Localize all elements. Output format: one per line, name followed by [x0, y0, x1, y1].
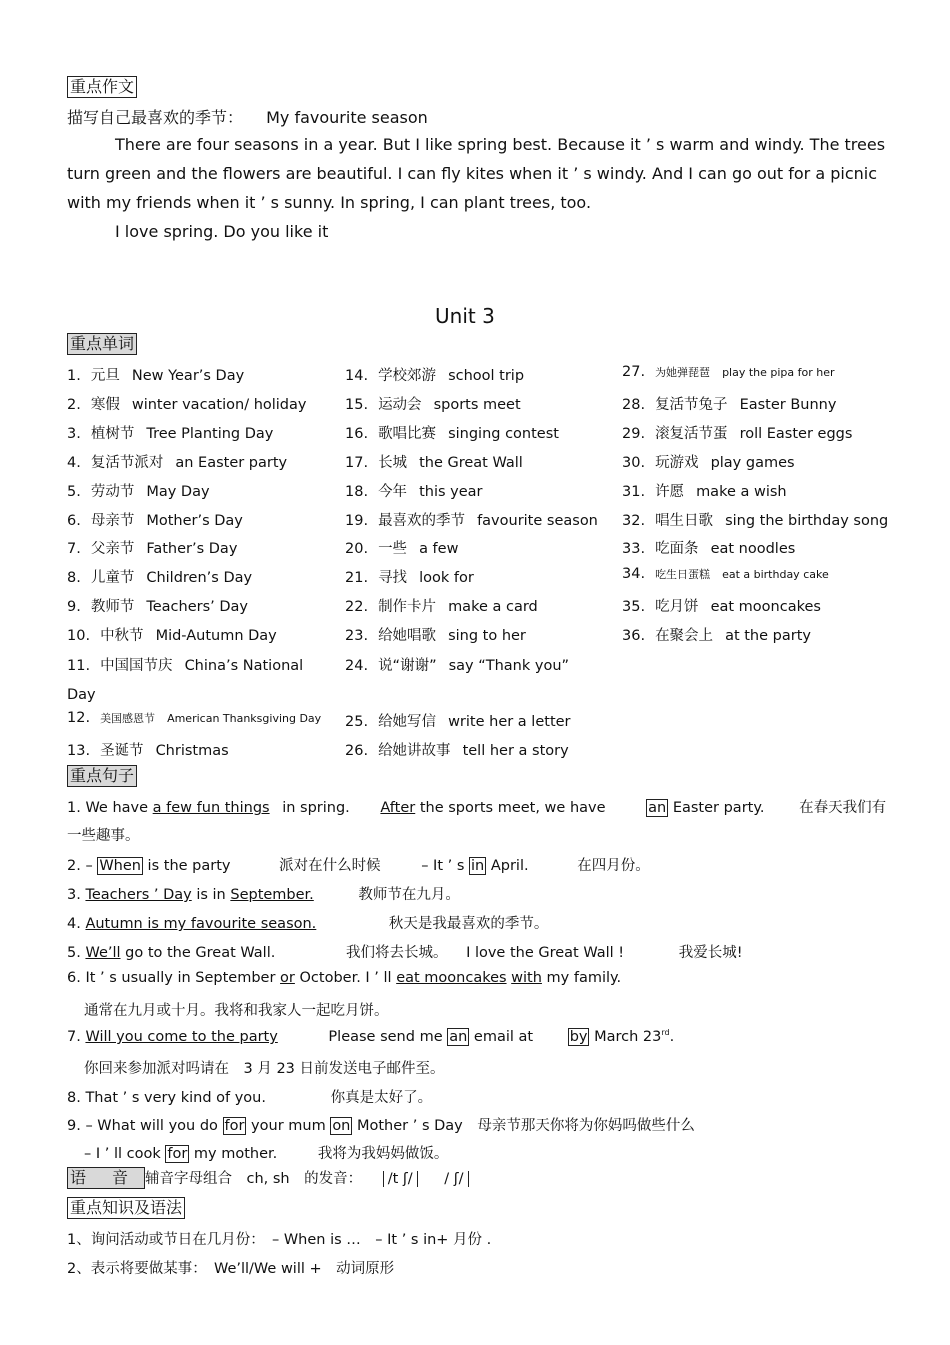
vocab-chinese: 为她弹琵琶	[655, 366, 711, 379]
grammar-heading: 重点知识及语法	[67, 1197, 185, 1219]
s2-box-2: in	[471, 858, 485, 874]
vocab-chinese: 元旦	[90, 368, 120, 384]
s5-d: I love the Great Wall !	[466, 945, 625, 961]
essay-paragraph-2: I love spring. Do you like it	[115, 222, 329, 241]
s2-box-1: When	[99, 858, 141, 874]
vocab-english: a few	[419, 541, 459, 557]
vocab-number: 24.	[345, 658, 369, 674]
s7-sup: rd	[661, 1028, 670, 1037]
vocab-number: 9.	[67, 599, 81, 615]
vocab-item	[67, 509, 243, 530]
vocab-number: 14.	[345, 368, 369, 384]
vocab-chinese: 寻找	[378, 570, 408, 586]
vocab-item	[622, 509, 888, 530]
vocab-english: favourite season	[477, 513, 598, 529]
s2-d: – It ’ s	[421, 858, 470, 874]
vocab-english: sports meet	[433, 397, 521, 413]
vocab-chinese: 说“谢谢”	[378, 658, 437, 674]
vocab-english: Easter Bunny	[739, 397, 837, 413]
vocab-item	[67, 480, 210, 501]
vocab-chinese: 父亲节	[90, 541, 135, 557]
vocab-item	[345, 652, 607, 681]
s3-cn: 教师节在九月。	[358, 887, 460, 903]
vocab-chinese: 劳动节	[90, 484, 135, 500]
sentence-9	[67, 1114, 695, 1135]
vocab-number: 7.	[67, 541, 81, 557]
s2-cn2: 在四月份。	[577, 858, 650, 874]
sentence-1	[67, 796, 886, 817]
vocab-number: 17.	[345, 455, 369, 471]
s7-blank-1: Will you come to the party	[85, 1028, 278, 1045]
vocab-item	[622, 537, 795, 558]
vocab-number: 11.	[67, 658, 91, 674]
prompt-en: My favourite season	[266, 108, 428, 127]
s9-box-2: on	[332, 1118, 351, 1134]
vocab-chinese: 玩游戏	[655, 455, 699, 471]
vocab-english: make a wish	[696, 484, 787, 500]
vocab-number: 32.	[622, 513, 646, 529]
vocab-english: play games	[710, 455, 795, 471]
sentence-2	[67, 854, 650, 875]
vocab-item	[622, 595, 821, 616]
s5-cn2: 我爱长城!	[678, 945, 743, 961]
vocab-heading: 重点单词	[67, 333, 137, 355]
vocab-number: 22.	[345, 599, 369, 615]
vocab-english: write her a letter	[448, 714, 571, 730]
vocab-item	[67, 393, 306, 414]
vocab-english: play the pipa for her	[722, 366, 835, 379]
s7-g: March 23	[589, 1028, 662, 1045]
vocab-chinese: 制作卡片	[378, 599, 437, 615]
vocab-number: 13.	[67, 743, 91, 759]
phonics-ipa-2: / ʃ/	[440, 1171, 468, 1187]
vocab-chinese: 圣诞节	[100, 743, 144, 759]
vocab-number: 2.	[67, 397, 81, 413]
vocab-number: 31.	[622, 484, 646, 500]
vocab-item	[345, 422, 559, 443]
vocab-english: eat a birthday cake	[722, 568, 829, 581]
vocab-chinese: 给她唱歌	[378, 628, 437, 644]
vocab-chinese: 一些	[378, 541, 408, 557]
sentence-6-cn: 通常在九月或十月。我将和我家人一起吃月饼。	[84, 1003, 389, 1019]
s2-f: April.	[486, 858, 529, 874]
vocab-item	[622, 422, 852, 443]
s4-a: 4.	[67, 916, 86, 932]
vocab-chinese: 运动会	[378, 397, 422, 413]
vocab-english: say “Thank you”	[448, 658, 570, 674]
prompt-cn: 描写自己最喜欢的季节：	[67, 108, 244, 127]
vocab-item	[622, 566, 829, 582]
s1-e: the sports meet, we have	[415, 800, 611, 816]
vocab-english: the Great Wall	[419, 455, 523, 471]
vocab-number: 16.	[345, 426, 369, 442]
vocab-chinese: 今年	[378, 484, 408, 500]
vocab-number: 35.	[622, 599, 646, 615]
vocab-chinese: 植树节	[90, 426, 135, 442]
vocab-item	[345, 566, 474, 587]
vocab-number: 1.	[67, 368, 81, 384]
s3-c: is in	[191, 887, 231, 903]
vocab-number: 28.	[622, 397, 646, 413]
vocab-chinese: 最喜欢的季节	[378, 513, 466, 529]
vocab-number: 3.	[67, 426, 81, 442]
essay-paragraph-1: There are four seasons in a year. But I like spring best. Because it ’ s warm and windy. The trees turn green and the flowers are beautiful. I can fly kites when it ’ s windy. And I can go out for a picnic with my friends when it ’ s sunny. In spring, I can plant trees, too.	[67, 135, 886, 212]
vocab-item	[345, 451, 523, 472]
vocab-chinese: 歌唱比赛	[378, 426, 437, 442]
vocab-chinese: 学校郊游	[378, 368, 437, 384]
vocab-item	[345, 509, 598, 530]
s6-blank-2: eat mooncakes	[396, 970, 507, 986]
vocab-chinese: 长城	[378, 455, 408, 471]
vocab-english: roll Easter eggs	[739, 426, 853, 442]
s2-a: 2. –	[67, 858, 98, 874]
grammar-item-2: 2、表示将要做某事： We’ll/We will + 动词原形	[67, 1261, 395, 1277]
s6-g: my family.	[541, 970, 622, 986]
vocab-number: 12.	[67, 710, 91, 726]
vocab-english: China’s National Day	[67, 658, 304, 703]
vocab-item	[345, 710, 571, 731]
s3-blank-2: September.	[230, 887, 314, 903]
vocab-number: 34.	[622, 566, 646, 582]
phonics-text: 辅音字母组合 ch, sh 的发音：	[145, 1171, 363, 1187]
s1-a: 1. We have	[67, 800, 153, 816]
vocab-item	[67, 364, 244, 385]
vocab-number: 18.	[345, 484, 369, 500]
s3-a: 3.	[67, 887, 86, 903]
s1-blank-1: a few fun things	[152, 800, 270, 816]
s6-blank-1: or	[280, 970, 295, 986]
vocab-item	[67, 537, 237, 558]
s4-blank-1: Autumn is my favourite season.	[85, 916, 317, 932]
vocab-english: Father’s Day	[146, 541, 238, 557]
s9-a: 9. – What will you do	[67, 1118, 223, 1134]
vocab-item	[622, 393, 836, 414]
s5-cn1: 我们将去长城。	[345, 945, 448, 961]
s1-c: in spring.	[277, 800, 350, 816]
composition-heading: 重点作文	[67, 76, 137, 98]
vocab-item	[67, 739, 229, 760]
vocab-chinese: 给她写信	[378, 714, 437, 730]
vocab-english: this year	[419, 484, 483, 500]
vocab-english: Mid-Autumn Day	[155, 628, 277, 644]
s6-a: 6. It ’ s usually in September	[67, 970, 281, 986]
vocab-item	[67, 710, 321, 726]
sentence-6	[67, 970, 621, 986]
s4-cn: 秋天是我最喜欢的季节。	[388, 916, 549, 932]
grammar-item-1: 1、询问活动或节日在几月份： – When is … – It ’ s in+ 月份 .	[67, 1232, 492, 1248]
vocab-english: at the party	[725, 628, 811, 644]
s7-a: 7.	[67, 1028, 86, 1045]
vocab-number: 19.	[345, 513, 369, 529]
vocab-item	[622, 364, 835, 380]
sentences-heading: 重点句子	[67, 765, 137, 787]
s9-box-1: for	[224, 1118, 245, 1134]
vocab-item	[67, 595, 248, 616]
s9-e: Mother ’ s Day	[352, 1118, 463, 1134]
s6-blank-3: with	[511, 970, 542, 986]
vocab-item	[67, 624, 277, 645]
vocab-item	[345, 739, 569, 760]
vocab-number: 4.	[67, 455, 81, 471]
vocab-english: Children’s Day	[146, 570, 253, 586]
vocab-chinese: 给她讲故事	[378, 743, 451, 759]
s7-box-2: by	[569, 1028, 588, 1045]
vocab-number: 8.	[67, 570, 81, 586]
vocab-chinese: 滚复活节蛋	[655, 426, 728, 442]
vocab-english: eat mooncakes	[710, 599, 821, 615]
s8-a: 8. That ’ s very kind of you.	[67, 1090, 266, 1106]
composition-essay	[67, 130, 887, 246]
vocab-item	[345, 480, 482, 501]
vocab-item	[622, 451, 795, 472]
vocab-item	[345, 393, 521, 414]
sentence-7	[67, 1028, 674, 1045]
vocab-number: 6.	[67, 513, 81, 529]
s5-c: go to the Great Wall.	[120, 945, 276, 961]
vocab-english: look for	[419, 570, 474, 586]
vocab-english: tell her a story	[462, 743, 569, 759]
vocab-english: Teachers’ Day	[146, 599, 248, 615]
s10-cn: 我将为我妈妈做饭。	[317, 1146, 449, 1162]
vocab-chinese: 美国感恩节	[100, 712, 156, 725]
vocab-item	[345, 364, 524, 385]
s10-c: my mother.	[189, 1146, 278, 1162]
unit-title: Unit 3	[435, 304, 495, 328]
vocab-english: winter vacation/ holiday	[131, 397, 307, 413]
vocab-item	[622, 624, 811, 645]
vocab-item	[345, 595, 538, 616]
s1-cn: 在春天我们有	[799, 800, 887, 816]
vocab-item	[345, 624, 526, 645]
vocab-item	[67, 451, 287, 472]
vocab-number: 15.	[345, 397, 369, 413]
vocab-english: sing the birthday song	[725, 513, 889, 529]
vocab-chinese: 教师节	[90, 599, 135, 615]
vocab-english: sing to her	[448, 628, 526, 644]
s3-blank-1: Teachers ’ Day	[85, 887, 192, 903]
sentence-4	[67, 912, 548, 933]
s1-box-1: an	[648, 800, 667, 816]
vocab-english: singing contest	[448, 426, 559, 442]
vocab-english: Christmas	[155, 743, 229, 759]
vocab-english: an Easter party	[175, 455, 288, 471]
vocab-chinese: 在聚会上	[655, 628, 714, 644]
sentence-7-cn: 你回来参加派对吗请在 3 月 23 日前发送电子邮件至。	[84, 1061, 445, 1077]
s5-blank-1: We’ll	[85, 945, 121, 961]
vocab-chinese: 吃面条	[655, 541, 699, 557]
vocab-chinese: 许愿	[655, 484, 685, 500]
vocab-number: 21.	[345, 570, 369, 586]
s8-cn: 你真是太好了。	[330, 1090, 433, 1106]
s1-g: Easter party.	[668, 800, 765, 816]
s7-e: email at	[469, 1028, 538, 1045]
sentence-10	[84, 1142, 448, 1163]
vocab-number: 30.	[622, 455, 646, 471]
vocab-number: 27.	[622, 364, 646, 380]
vocab-number: 33.	[622, 541, 646, 557]
vocab-number: 10.	[67, 628, 91, 644]
vocab-chinese: 寒假	[90, 397, 120, 413]
vocab-english: Tree Planting Day	[146, 426, 274, 442]
s9-cn: 母亲节那天你将为你妈吗做些什么	[477, 1118, 695, 1134]
s10-a: – I ’ ll cook	[84, 1146, 166, 1162]
vocab-number: 5.	[67, 484, 81, 500]
vocab-chinese: 母亲节	[90, 513, 135, 529]
vocab-chinese: 吃月饼	[655, 599, 699, 615]
s6-c: October. I ’ ll	[294, 970, 397, 986]
vocab-english: Mother’s Day	[146, 513, 243, 529]
phonics-row	[67, 1167, 469, 1189]
vocab-item	[345, 537, 458, 558]
vocab-number: 20.	[345, 541, 369, 557]
vocab-chinese: 复活节兔子	[655, 397, 728, 413]
s7-h: .	[669, 1028, 675, 1045]
vocab-item	[67, 652, 329, 710]
vocab-chinese: 中国国节庆	[100, 658, 173, 674]
vocab-number: 29.	[622, 426, 646, 442]
s2-cn1: 派对在什么时候	[279, 858, 381, 874]
vocab-english: school trip	[448, 368, 525, 384]
s5-a: 5.	[67, 945, 86, 961]
phonics-label: 语 音	[67, 1167, 145, 1189]
vocab-english: eat noodles	[710, 541, 796, 557]
s9-c: your mum	[246, 1118, 331, 1134]
vocab-number: 25.	[345, 714, 369, 730]
sentence-3	[67, 883, 460, 904]
s7-c: Please send me	[323, 1028, 448, 1045]
s1-blank-2: After	[380, 800, 416, 816]
vocab-chinese: 吃生日蛋糕	[655, 568, 711, 581]
s10-box-1: for	[167, 1146, 188, 1162]
vocab-item	[67, 422, 273, 443]
s7-box-1: an	[449, 1028, 468, 1045]
sentence-8	[67, 1086, 432, 1107]
vocab-english: American Thanksgiving Day	[167, 712, 322, 725]
vocab-english: May Day	[146, 484, 210, 500]
s2-c: is the party	[142, 858, 231, 874]
sentence-1-cn-cont: 一些趣事。	[67, 828, 140, 844]
vocab-chinese: 儿童节	[90, 570, 135, 586]
composition-prompt	[67, 105, 428, 128]
vocab-chinese: 唱生日歌	[655, 513, 714, 529]
sentence-5	[67, 941, 743, 962]
phonics-ipa-1: /t ʃ/	[383, 1171, 418, 1187]
vocab-item	[67, 566, 252, 587]
vocab-chinese: 复活节派对	[90, 455, 164, 471]
vocab-english: New Year’s Day	[131, 368, 245, 384]
vocab-item	[622, 480, 787, 501]
vocab-number: 36.	[622, 628, 646, 644]
vocab-number: 23.	[345, 628, 369, 644]
vocab-chinese: 中秋节	[100, 628, 144, 644]
vocab-number: 26.	[345, 743, 369, 759]
vocab-english: make a card	[448, 599, 538, 615]
